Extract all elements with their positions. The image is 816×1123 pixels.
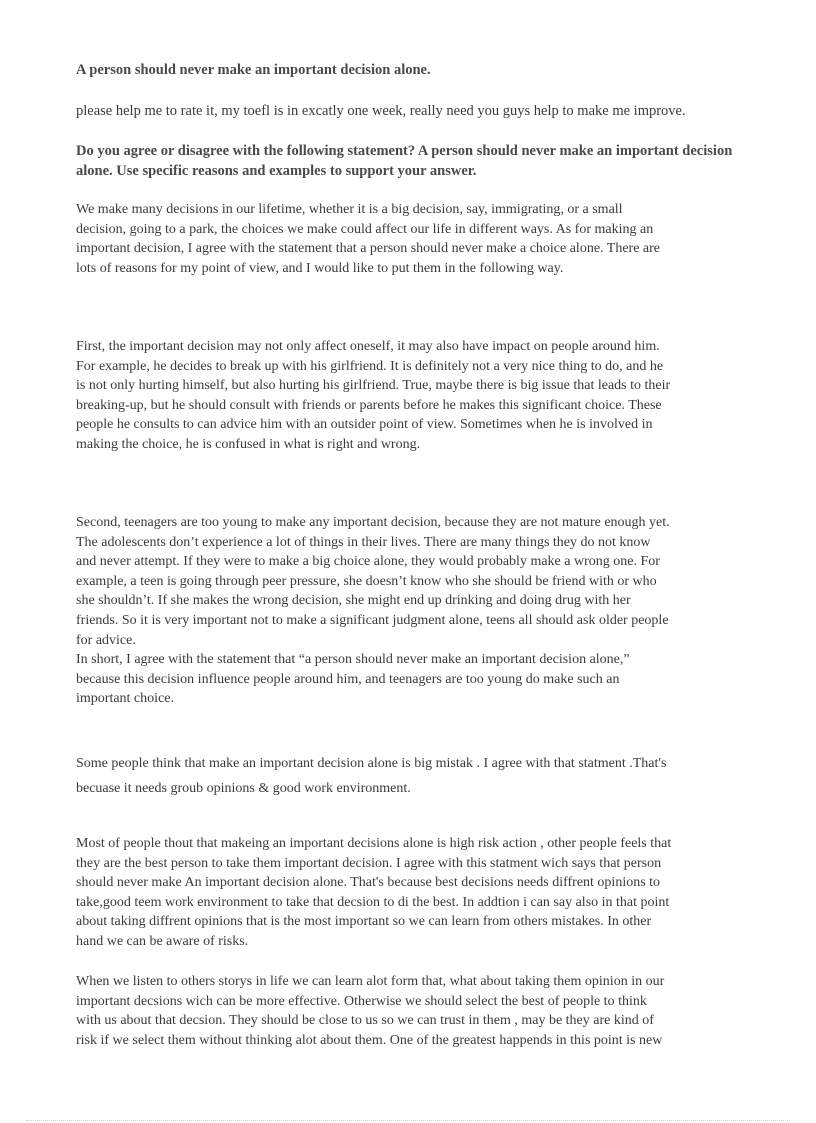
text-line: becuase it needs groub opinions & good work environment. xyxy=(76,781,411,796)
text-line: hand we can be aware of risks. xyxy=(76,933,249,949)
text-line: she shouldn’t. If she makes the wrong decision, she might end up drinking and doing drug with her xyxy=(76,593,631,609)
text-line: should never make An important decision alone. That's because best decisions needs diffrent opinions to xyxy=(76,875,661,891)
text-line: Second, teenagers are too young to make any important decision, because they are not mature enough yet. xyxy=(76,515,670,530)
text-line: and never attempt. If they were to make a big choice alone, they would probably make a wrong one. For xyxy=(76,554,660,570)
essay-title: A person should never make an important decision alone. xyxy=(76,62,431,78)
text-line: First, the important decision may not only affect oneself, it may also have impact on people around him. xyxy=(76,339,660,354)
text-line: When we listen to others storys in life we can learn alot form that, what about taking them opinion in our xyxy=(76,974,665,989)
paragraph-reply-three xyxy=(76,972,766,1050)
text-line: risk if we select them without thinking alot about them. One of the greatest happends in this point is new xyxy=(76,1032,663,1048)
text-line: people he consults to can advice him with an outsider point of view. Sometimes when he is involved in xyxy=(76,417,653,433)
text-line: friends. So it is very important not to make a significant judgment alone, teens all should ask older people xyxy=(76,612,669,628)
text-line: important choice. xyxy=(76,691,174,707)
text-line: making the choice, he is confused in what is right and wrong. xyxy=(76,436,421,452)
text-line: The adolescents don’t experience a lot of things in their lives. There are many things they do not know xyxy=(76,534,651,550)
text-line: they are the best person to take them important decision. I agree with this statment wich says that person xyxy=(76,855,662,871)
text-line: For example, he decides to break up with his girlfriend. It is definitely not a very nice thing to do, and he xyxy=(76,358,664,374)
paragraph-reply-two xyxy=(76,834,766,952)
text-line: We make many decisions in our lifetime, whether it is a big decision, say, immigrating, or a small xyxy=(76,202,623,217)
page-footer-divider xyxy=(26,1120,790,1121)
text-line: important decision, I agree with the statement that a person should never make a choice alone. There are xyxy=(76,241,661,257)
text-line: important decsions wich can be more effective. Otherwise we should select the best of people to think xyxy=(76,993,647,1009)
essay-prompt: Do you agree or disagree with the following statement? A person should never make an important decision alone. Use specific reasons and examples to support your answer. xyxy=(76,143,733,179)
text-line: lots of reasons for my point of view, and I would like to put them in the following way. xyxy=(76,260,564,276)
paragraph-first-reason xyxy=(76,337,766,455)
text-line: breaking-up, but he should consult with friends or parents before he makes this significant choice. These xyxy=(76,397,662,413)
text-line: In short, I agree with the statement that “a person should never make an important decision alone,” xyxy=(76,652,630,668)
text-line: take,good teem work environment to take that decsion to di the best. In addtion i can say also in that point xyxy=(76,894,670,910)
text-line: decision, going to a park, the choices we make could affect our life in different ways. As for making an xyxy=(76,221,654,237)
text-line: Some people think that make an important decision alone is big mistak . I agree with that statment .That's xyxy=(76,756,667,771)
text-line: is not only hurting himself, but also hurting his girlfriend. True, maybe there is big issue that leads to their xyxy=(76,378,671,394)
text-line: because this decision influence people around him, and teenagers are too young do make such an xyxy=(76,671,620,687)
text-line: with us about that decsion. They should be close to us so we can trust in them , may be they are kind of xyxy=(76,1013,654,1029)
text-line: about taking diffrent opinions that is the most important so we can learn from others mistakes. In other xyxy=(76,914,652,930)
paragraph-intro xyxy=(76,200,766,278)
text-line: Most of people thout that makeing an important decisions alone is high risk action , other people feels that xyxy=(76,836,672,851)
paragraph-second-reason xyxy=(76,513,766,709)
text-line: example, a teen is going through peer pressure, she doesn’t know who she should be friend with or who xyxy=(76,573,657,589)
paragraph-reply-one xyxy=(76,751,766,801)
text-line: for advice. xyxy=(76,632,136,648)
rating-request: please help me to rate it, my toefl is in excatly one week, really need you guys help to make me improve. xyxy=(76,103,686,119)
